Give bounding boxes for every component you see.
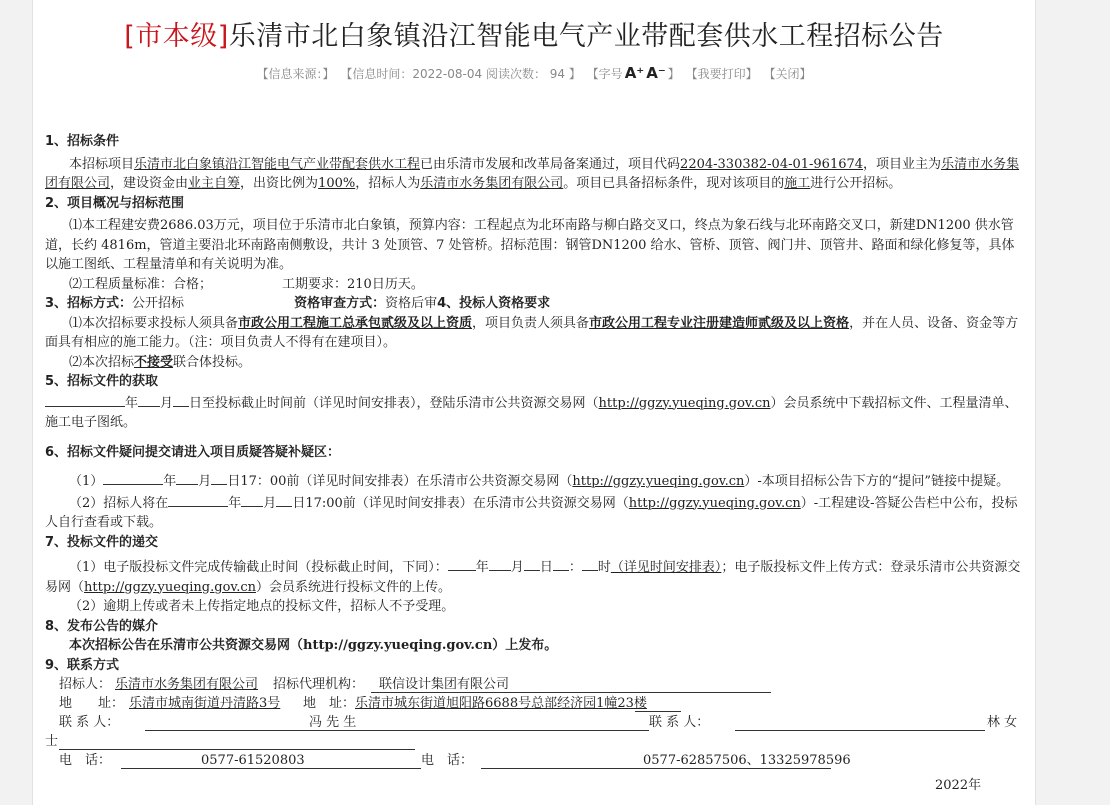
contact-row-date: [45, 770, 1023, 793]
agent-value: 联信设计集团有限公司: [379, 677, 510, 692]
person-1: 冯 先 生: [309, 715, 357, 730]
section-8-text: 本次招标公告在乐清市公共资源交易网（http://ggzy.yueqing.gov.cn）上发布。: [69, 638, 558, 653]
section-9-heading: 9、联系方式: [45, 657, 120, 673]
contact-block: [45, 675, 1023, 793]
section-4-joint: ⑵本次招标不接受联合体投标。: [69, 354, 252, 370]
contact-row-person-tail: [45, 732, 1023, 751]
font-size-label: 【字号: [586, 67, 623, 81]
section-2-quality: ⑵工程质量标准：合格； 工期要求：210日历天。: [69, 276, 424, 292]
info-time: 【信息时间：2022-08-04 阅读次数： 94 】: [340, 67, 581, 81]
person-label-2: 联 系 人：: [649, 715, 710, 730]
contact-row-tel: [45, 751, 1023, 770]
section-1-heading: 1、招标条件: [45, 134, 120, 149]
section-7-deadline: （1）电子版投标文件完成传输截止时间（投标截止时间，下同）： 年 月 日 ： 时（详见时间安排表）；电子版投标文件上传方式：登录乐清市公共资源交易网（http://ggzy.yueqing.gov.cn）会员系统进行投标文件的上传。: [45, 556, 1023, 597]
address-label: 地 址：: [59, 696, 125, 711]
agent-label: 招标代理机构：: [273, 677, 365, 692]
section-8-heading: 8、发布公告的媒介: [45, 618, 159, 634]
print-link[interactable]: 【我要打印】: [685, 67, 758, 81]
section-7-heading: 7、投标文件的递交: [45, 534, 159, 550]
announcement-page: [32, 0, 1036, 805]
section-3-heading: 3、招标方式：公开招标 资格审查方式：资格后审4、投标人资格要求: [45, 296, 551, 311]
contact-row-address: [45, 694, 1023, 713]
section-6-answer: （2）招标人将在 年 月 日17:00前（详见时间安排表）在乐清市公共资源交易网（http://ggzy.yueqing.gov.cn）-工程建设-答疑公告栏中公布，投标人自行查看或下载。: [45, 492, 1023, 533]
person-2-tail: 士: [45, 734, 59, 749]
address-2: 乐清市城东街道旭阳路6688号总部经济园1幢23楼: [355, 696, 647, 711]
section-6-question: （1） 年 月 日17：00前（详见时间安排表）在乐清市公共资源交易网（http://ggzy.yueqing.gov.cn）-本项目招标公告下方的“提问”链接中提疑。: [45, 470, 1023, 492]
address-1: 乐清市城南街道丹清路3号: [129, 696, 281, 711]
announcement-body: [45, 132, 1023, 793]
tenderer-label: 招标人：: [59, 677, 112, 692]
tel-2: 0577-62857506、13325978596: [643, 753, 851, 768]
section-5-text: 年 月 日至投标截止时间前（详见时间安排表），登陆乐清市公共资源交易网（http://ggzy.yueqing.gov.cn）会员系统中下载招标文件、工程量清单、施工电子图纸。: [45, 392, 1023, 433]
ggzy-link[interactable]: http://ggzy.yueqing.gov.cn: [84, 579, 256, 595]
level-tag: [市本级]: [124, 21, 229, 52]
page-title: [33, 14, 1035, 53]
tel-label: 电 话：: [59, 753, 112, 768]
tenderer-value: 乐清市水务集团有限公司: [115, 677, 259, 692]
section-1-text: 本招标项目乐清市北白象镇沿江智能电气产业带配套供水工程已由乐清市发展和改革局备案通过，项目代码2204-330382-04-01-961674，项目业主为乐清市水务集团有限公司，建设资金由业主自筹，出资比例为100%，招标人为乐清市水务集团有限公司。项目已具备招标条件，现对该项目的施工进行公开招标。: [45, 156, 1020, 191]
font-size-end: 】: [667, 67, 680, 81]
info-bar: [33, 64, 1035, 82]
contact-row-person: [45, 713, 1023, 732]
section-2-scope: ⑴本工程建安费2686.03万元，项目位于乐清市北白象镇，预算内容：工程起点为北环南路与柳白路交叉口，终点为象石线与北环南路交叉口，新建DN1200 供水管道，长约 4816m，管道主要沿北环南路南侧敷设，共计 3 处顶管、7 处管桥。招标范围：钢管DN1200 给水、管桥、顶管、阀门井、顶管井、路面和绿化修复等，具体以施工图纸、工程量清单和有关说明为准。: [45, 218, 1015, 272]
section-4-qualification: ⑴本次招标要求投标人须具备市政公用工程施工总承包贰级及以上资质，项目负责人须具备市政公用工程专业注册建造师贰级及以上资格，并在人员、设备、资金等方面具有相应的施工能力。（注：项目负责人不得有在建项目）。: [45, 315, 1019, 350]
ggzy-link[interactable]: http://ggzy.yueqing.gov.cn: [572, 474, 745, 489]
tel-label-2: 电 话：: [421, 753, 474, 768]
ggzy-link[interactable]: http://ggzy.yueqing.gov.cn: [628, 495, 801, 511]
ggzy-link[interactable]: http://ggzy.yueqing.gov.cn: [598, 395, 771, 411]
section-2-heading: 2、项目概况与招标范围: [45, 195, 185, 211]
person-label: 联 系 人：: [59, 715, 120, 730]
tel-1: 0577-61520803: [201, 753, 305, 768]
title-text: 乐清市北白象镇沿江智能电气产业带配套供水工程招标公告: [228, 21, 944, 52]
font-increase-button[interactable]: A⁺: [624, 64, 645, 82]
address-label-2: 地 址：: [303, 696, 356, 711]
font-decrease-button[interactable]: A⁻: [646, 64, 666, 82]
person-2: 林 女: [987, 715, 1018, 730]
section-5-heading: 5、招标文件的获取: [45, 374, 159, 389]
info-source: 【信息来源：】: [256, 67, 335, 81]
contact-row-tenderer: [45, 675, 1023, 694]
section-7-late: （2）逾期上传或者未上传指定地点的投标文件，招标人不予受理。: [69, 599, 455, 614]
close-link[interactable]: 【关闭】: [763, 67, 812, 81]
date-partial: 2022年: [935, 778, 982, 793]
section-6-heading: 6、招标文件疑问提交请进入项目质疑答疑补疑区：: [45, 444, 341, 460]
